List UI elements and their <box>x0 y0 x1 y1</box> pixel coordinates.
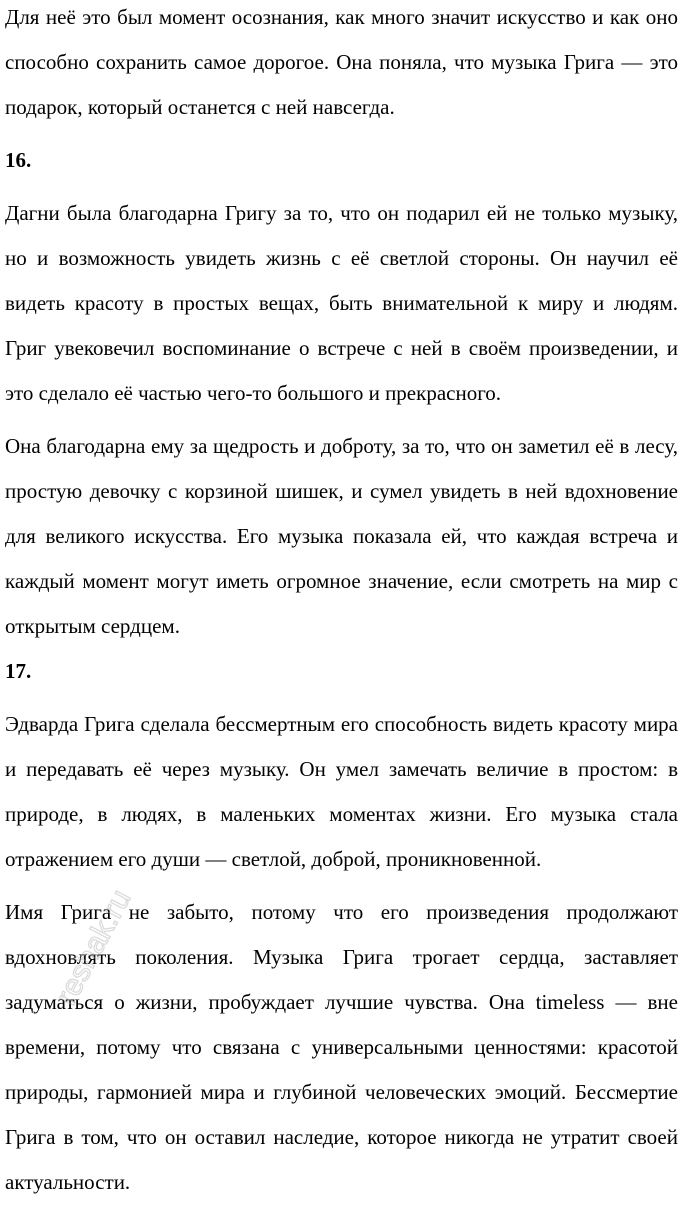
document-page <box>5 0 678 1205</box>
section-number-16: 16. <box>5 148 32 172</box>
paragraph: Она благодарна ему за щедрость и доброту, за то, что он заметил её в лесу, простую девочку с корзиной шишек, и сумел увидеть в ней вдохновение для великого искусства. Его музыка показала ей, что каждая встреча и каждый момент могут иметь огромное значение, если смотреть на мир с открытым сердцем. <box>5 434 678 638</box>
paragraph: Имя Грига не забыто, потому что его произведения продолжают вдохновлять поколения. Музыка Грига трогает сердца, заставляет задуматься о жизни, пробуждает лучшие чувства. Она timeless — вне времени, потому что связана с универсальными ценностями: красотой природы, гармонией мира и глубиной человеческих эмоций. Бессмертие Грига в том, что он оставил наследие, которое никогда не утратит своей актуальности. <box>5 900 678 1194</box>
paragraph-continued: Для неё это был момент осознания, как много значит искусство и как оно способно сохранить самое дорогое. Она поняла, что музыка Грига — это подарок, который останется с ней навсегда. <box>5 5 678 119</box>
section-number-17: 17. <box>5 659 32 683</box>
watermark-text: reshak.ru <box>49 884 138 1011</box>
paragraph: Эдварда Грига сделала бессмертным его способность видеть красоту мира и передавать её через музыку. Он умел замечать величие в простом: в природе, в людях, в маленьких моментах жизни. Его музыка стала отражением его души — светлой, доброй, проникновенной. <box>5 712 678 871</box>
paragraph: Дагни была благодарна Григу за то, что он подарил ей не только музыку, но и возможность увидеть жизнь с её светлой стороны. Он научил её видеть красоту в простых вещах, быть внимательной к миру и людям. Григ увековечил воспоминание о встрече с ней в своём произведении, и это сделало её частью чего-то большого и прекрасного. <box>5 201 678 405</box>
